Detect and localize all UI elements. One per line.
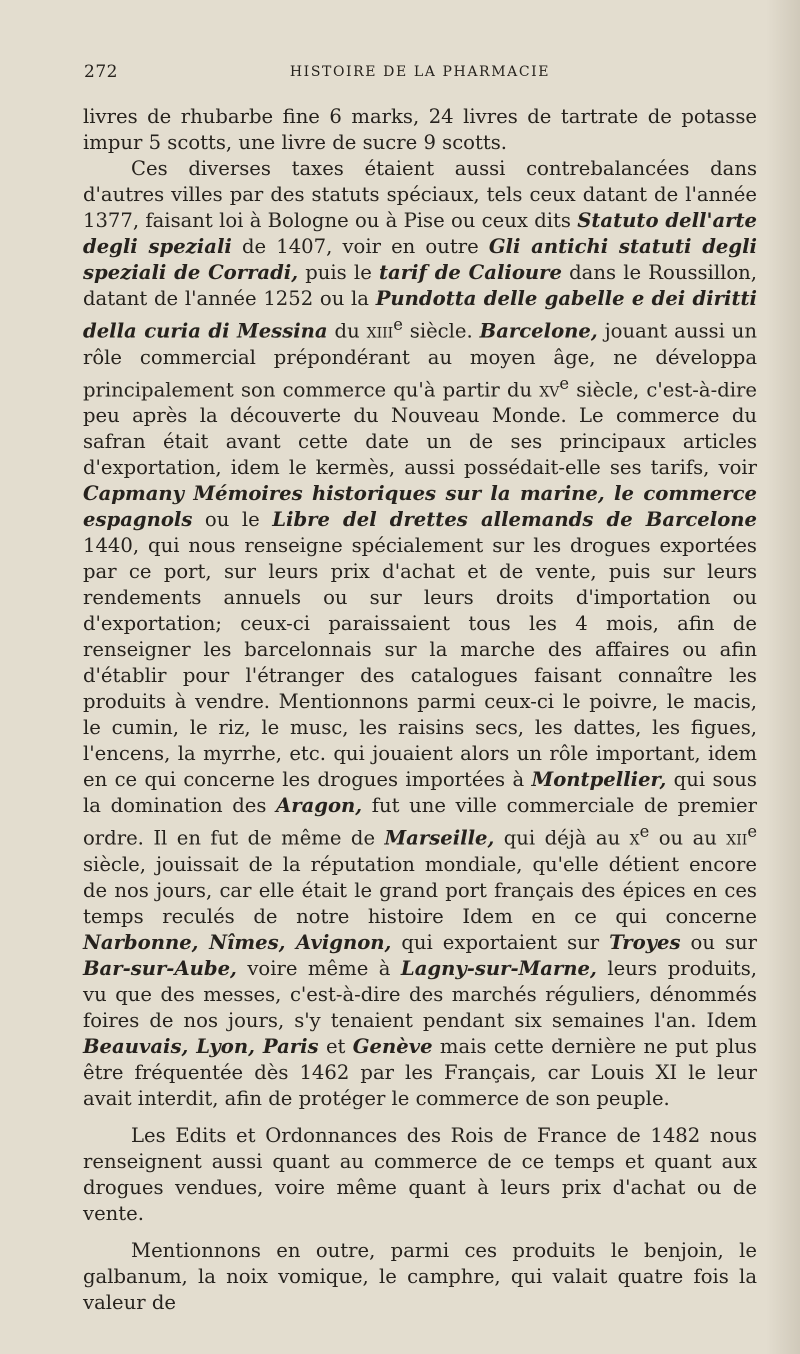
- text-run: qui sous la domination des: [83, 768, 757, 818]
- text-run: 1440, qui nous renseigne spécialement sur les drogues exportées par ce port, sur leurs prix d'achat et de vente, puis sur leurs rendements annuels ou sur leurs droits d'importation ou d'exportation; ceux-ci paraissaient tous les 4 mois, afin de renseigner les barcelonnais sur la marche des affaires ou afin d'établir pour l'étranger des catalogues faisant connaître les produits à vendre. Mentionnons parmi ceux-ci le poivre, le macis, le cumin, le riz, le musc, les raisins secs, les dattes, les figues, l'encens, la myrrhe, etc. qui jouaient alors un rôle important, idem en ce qui concerne les drogues importées à: [83, 534, 757, 792]
- italic-place: Barcelone,: [479, 319, 598, 343]
- century-numeral: xii: [726, 826, 748, 850]
- text-run: puis le: [298, 261, 379, 284]
- text-run: ou sur: [680, 930, 757, 954]
- italic-place: Bar-sur-Aube,: [83, 956, 237, 980]
- running-title: HISTOIRE DE LA PHARMACIE: [289, 64, 551, 80]
- text-run: Ces diverses taxes étaient aussi contrebalancées dans d'autres villes par des statuts spéciaux, tels ceux datant de l'année 1377, faisant loi à Bologne ou à Pise ou ceux dits: [83, 157, 757, 232]
- century-numeral: xv: [539, 378, 560, 402]
- paragraph-3: Les Edits et Ordonnances des Rois de France de 1482 nous renseignent aussi quant au commerce de ce temps et quant aux drogues vendues, voire même quant à leurs prix d'achat ou de vente.: [83, 1123, 757, 1225]
- running-header: [84, 62, 756, 88]
- text-run: ou au: [649, 826, 727, 850]
- italic-title: tarif de Calioure: [378, 261, 562, 284]
- century-numeral: xiii: [366, 319, 394, 343]
- text-run: de 1407, voir en outre: [231, 235, 489, 258]
- italic-title: Libre del drettes allemands de Barcelone: [272, 508, 757, 532]
- text-run: qui déjà au: [494, 826, 630, 850]
- italic-place: Aragon,: [276, 794, 363, 818]
- text-run: du: [327, 319, 367, 343]
- paragraph-1: livres de rhubarbe fine 6 marks, 24 livres de tartrate de potasse impur 5 scotts, une livre de sucre 9 scotts.: [83, 105, 757, 154]
- text-run: ou le: [192, 508, 273, 532]
- body-text: [83, 104, 757, 1316]
- text-run: siècle, jouissait de la réputation mondiale, qu'elle détient encore de nos jours, car elle était le grand port français des épices en ces temps reculés de notre histoire Idem en ce qui concerne: [83, 852, 757, 928]
- page-number: 272: [84, 62, 118, 82]
- text-run: qui exportaient sur: [391, 930, 610, 954]
- italic-place: Beauvais, Lyon, Paris: [83, 1034, 319, 1058]
- page-edge-shadow: [766, 0, 800, 1354]
- italic-place: Lagny-sur-Marne,: [400, 956, 597, 980]
- text-run: jouant aussi un rôle commercial prépondérant au moyen âge, ne développa principalement son commerce qu'à partir du: [83, 319, 757, 402]
- italic-place: Troyes: [609, 930, 681, 954]
- text-run: et: [318, 1034, 353, 1058]
- italic-place: Genève: [352, 1034, 433, 1058]
- italic-title: Capmany Mémoires historiques sur la marine, le commerce espagnols: [83, 482, 757, 532]
- text-run: leurs produits, vu que des messes, c'est-à-dire des marchés réguliers, dénommés foires de nos jours, s'y tenaient pendant six semaines l'an. Idem: [83, 956, 757, 1032]
- text-run: mais cette dernière ne put plus être fréquentée dès 1462 par les Français, car Louis XI le leur avait interdit, afin de protéger le commerce de son peuple.: [83, 1034, 757, 1110]
- italic-title: Pundotta delle gabelle e dei diritti della curia di Messina: [83, 287, 757, 343]
- text-run: siècle.: [402, 319, 480, 343]
- italic-place: Narbonne, Nîmes, Avignon,: [83, 930, 392, 954]
- text-run: dans le Roussillon, datant de l'année 1252 ou la: [83, 261, 758, 310]
- italic-title: Gli antichi statuti degli speziali de Corradi,: [83, 235, 757, 284]
- text-run: voire même à: [236, 956, 401, 980]
- century-numeral: x: [629, 826, 640, 850]
- italic-place: Montpellier,: [531, 768, 667, 792]
- paragraph-4: Mentionnons en outre, parmi ces produits le benjoin, le galbanum, la noix vomique, le camphre, qui valait quatre fois la valeur de: [83, 1238, 757, 1314]
- text-run: fut une ville commerciale de premier ordre. Il en fut de même de: [83, 794, 757, 850]
- text-run: siècle, c'est-à-dire peu après la découverte du Nouveau Monde. Le commerce du safran était avant cette date un de ses principaux articles d'exportation, idem le kermès, aussi possédait-elle ses tarifs, voir: [83, 378, 757, 480]
- italic-title: Statuto dell'arte degli speziali: [83, 209, 757, 258]
- paragraph-2: Ces diverses taxes étaient aussi contrebalancées dans d'autres villes par des statuts spéciaux, tels ceux datant de l'année 1377, faisant loi à Bologne ou à Pise ou ceux dits Statuto dell'arte degli speziali de 1407, voir en outre Gli antichi statuti degli speziali de Corradi, puis le tarif de Calioure dans le Roussillon, datant de l'année 1252 ou la Pundotta delle gabelle e dei diritti della curia di Messina du xiii$^e$ siècle. Barcelone, jouant aussi un rôle commercial prépondérant au moyen âge, ne développa principalement son commerce qu'à partir du $xv^e$ siècle, c'est-à-dire peu après la découverte du Nouveau Monde. Le commerce du safran était avant cette date un de ses principaux articles d'exportation, idem le kermès, aussi possédait-elle ses tarifs, voir Capmany Mémoires historiques sur la marine, le commerce espagnols ou le Libre del drettes allemands de Barcelone 1440, qui nous renseigne spécialement sur les drogues exportées par ce port, sur leurs prix d'achat et de vente, puis sur leurs rendements annuels ou sur leurs droits d'importation ou d'exportation; ceux-ci paraissaient tous les 4 mois, afin de renseigner les barcelonnais sur la marche des affaires ou afin d'établir pour l'étranger des catalogues faisant connaître les produits à vendre. Mentionnons parmi ceux-ci le poivre, le macis, le cumin, le riz, le musc, les raisins secs, les dattes, les figues, l'encens, la myrrhe, etc. qui jouaient alors un rôle important, idem en ce qui concerne les drogues importées à Montpellier, qui sous la domination des Aragon, fut une ville commerciale de premier ordre. Il en fut de même de Marseille, qui déjà au $x^e$ ou au xii$^e$ siècle, jouissait de la réputation mondiale, qu'elle détient encore de nos jours, car elle était le grand port français des épices en ces temps reculés de notre histoire Idem en ce qui concerne Narbonne, Nîmes, Avignon, qui exportaient sur Troyes ou sur Bar-sur-Aube, voire même à Lagny-sur-Marne, leurs produits, vu que des messes, c'est-à-dire des marchés réguliers, dénommés foires de nos jours, s'y tenaient pendant six semaines l'an. Idem Beauvais, Lyon, Paris et Genève mais cette dernière ne put plus être fréquentée dès 1462 par les Français, car Louis XI le leur avait interdit, afin de protéger le commerce de son peuple.: [83, 157, 758, 1110]
- italic-place: Marseille,: [384, 826, 495, 850]
